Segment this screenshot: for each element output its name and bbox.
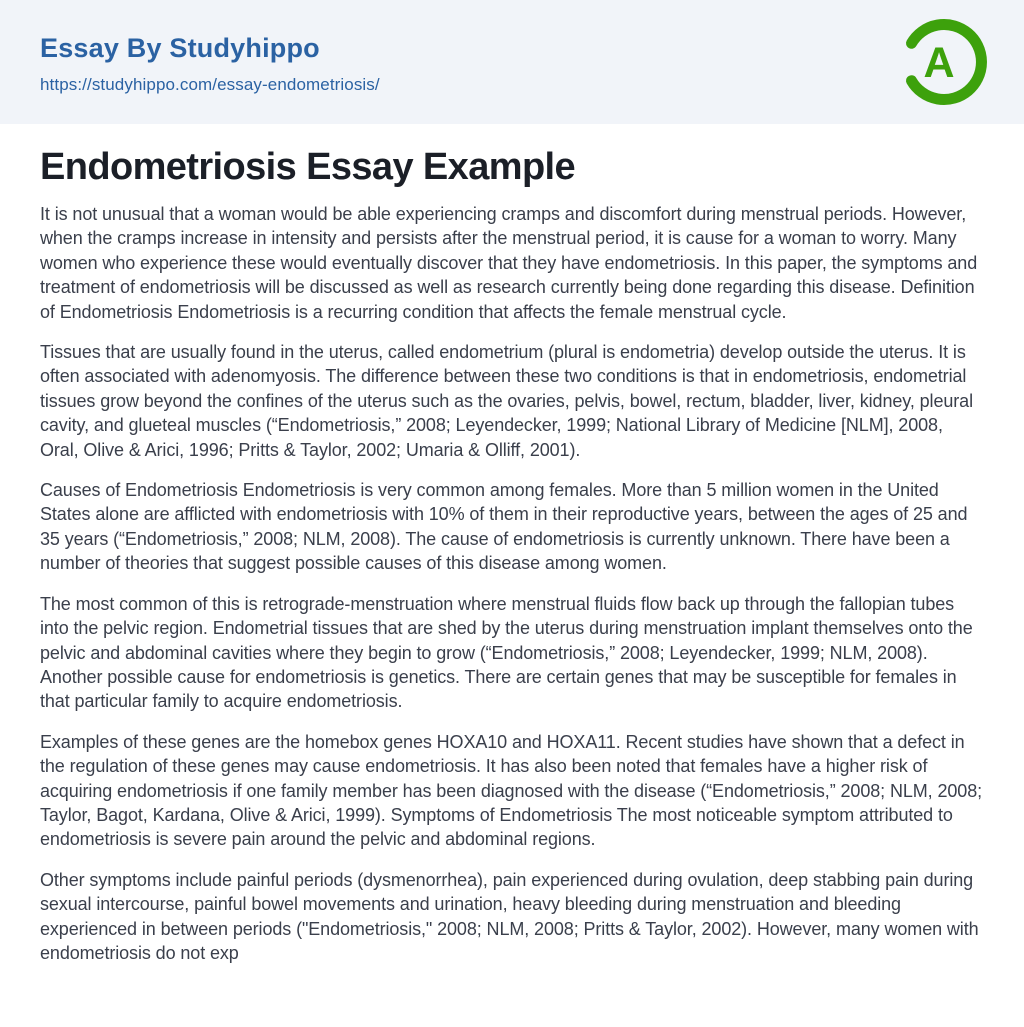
logo-letter: A bbox=[923, 39, 955, 87]
page-header bbox=[0, 0, 1024, 124]
essay-paragraph-2: Tissues that are usually found in the uterus, called endometrium (plural is endometria) develop outside the uterus. It is often associated with adenomyosis. The difference between these two conditions is that in endometriosis, endometrial tissues grow beyond the confines of the uterus such as the ovaries, pelvis, bowel, rectum, bladder, liver, kidney, pleural cavity, and glueteal muscles (“Endometriosis,” 2008; Leyendecker, 1999; National Library of Medicine [NLM], 2008, Oral, Olive & Arici, 1996; Pritts & Taylor, 2002; Umaria & Olliff, 2001). bbox=[40, 342, 973, 460]
page-url-link[interactable]: https://studyhippo.com/essay-endometriosis/ bbox=[40, 75, 380, 94]
studyhippo-logo-icon bbox=[898, 16, 990, 108]
essay-paragraph-1: It is not unusual that a woman would be able experiencing cramps and discomfort during menstrual periods. However, when the cramps increase in intensity and persists after the menstrual period, it is cause for a woman to worry. Many women who experience these would eventually discover that they have endometriosis. In this paper, the symptoms and treatment of endometriosis will be discussed as well as research currently being done regarding this disease. Definition of Endometriosis Endometriosis is a recurring condition that affects the female menstrual cycle. bbox=[40, 204, 978, 322]
essay-paragraph-6: Other symptoms include painful periods (dysmenorrhea), pain experienced during ovulation, deep stabbing pain during sexual intercourse, painful bowel movements and urination, heavy bleeding during menstruation and bleeding experienced in between periods ("Endometriosis," 2008; NLM, 2008; Pritts & Taylor, 2002). However, many women with endometriosis do not exp bbox=[40, 869, 979, 963]
logo-svg bbox=[898, 16, 990, 108]
essay-paragraph-4: The most common of this is retrograde-menstruation where menstrual fluids flow back up through the fallopian tubes into the pelvic region. Endometrial tissues that are shed by the uterus during menstruation implant themselves onto the pelvic and abdominal cavities where they begin to grow (“Endometriosis,” 2008; Leyendecker, 1999; NLM, 2008). Another possible cause for endometriosis is genetics. There are certain genes that may be susceptible for females in that particular family to acquire endometriosis. bbox=[40, 593, 973, 712]
site-title: Essay By Studyhippo bbox=[40, 33, 320, 63]
essay-paragraph-3: Causes of Endometriosis Endometriosis is very common among females. More than 5 million women in the United States alone are afflicted with endometriosis with 10% of them in their reproductive years, between the ages of 25 and 35 years (“Endometriosis,” 2008; NLM, 2008). The cause of endometriosis is currently unknown. There have been a number of theories that suggest possible causes of this disease among women. bbox=[40, 480, 968, 574]
essay-title: Endometriosis Essay Example bbox=[40, 146, 576, 188]
essay-content bbox=[0, 124, 1024, 965]
essay-paragraph-5: Examples of these genes are the homebox genes HOXA10 and HOXA11. Recent studies have shown that a defect in the regulation of these genes may cause endometriosis. It has also been noted that females have a higher risk of acquiring endometriosis if one family member has been diagnosed with the disease (“Endometriosis,” 2008; NLM, 2008; Taylor, Bagot, Kardana, Olive & Arici, 1999). Symptoms of Endometriosis The most noticeable symptom attributed to endometriosis is severe pain around the pelvic and abdominal regions. bbox=[40, 731, 983, 850]
header-text-block bbox=[40, 29, 380, 95]
